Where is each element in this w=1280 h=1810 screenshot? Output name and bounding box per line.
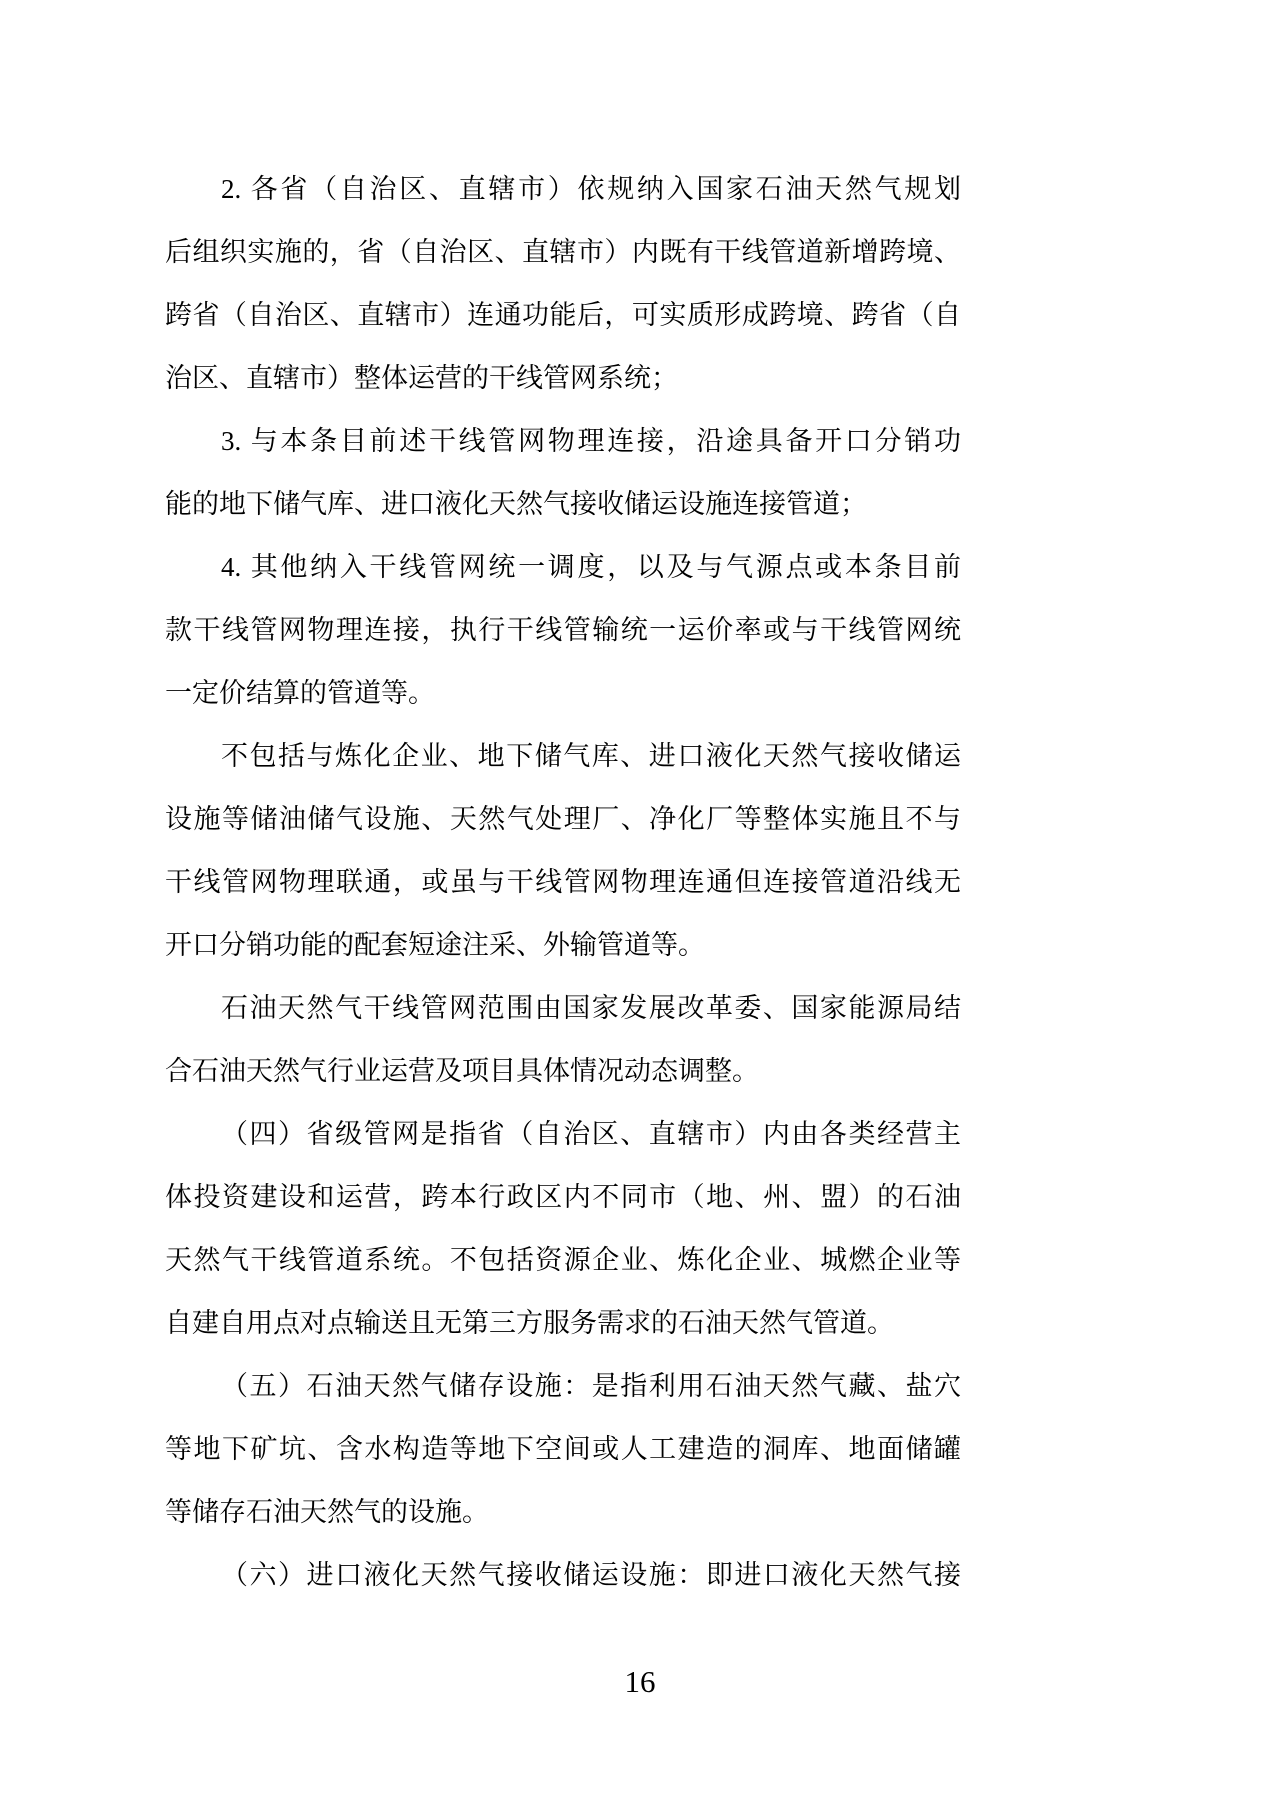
text-line: （六）进口液化天然气接收储运设施：即进口液化天然气接 [221,1560,961,1590]
text-line: 体投资建设和运营，跨本行政区内不同市（地、州、盟）的石油 [165,1182,961,1212]
text-line: 开口分销功能的配套短途注采、外输管道等。 [165,930,705,960]
text-line: 4. 其他纳入干线管网统一调度，以及与气源点或本条目前 [221,552,961,582]
text-line: 治区、直辖市）整体运营的干线管网系统； [165,363,678,393]
text-line: 石油天然气干线管网范围由国家发展改革委、国家能源局结 [221,993,961,1023]
text-line: 天然气干线管道系统。不包括资源企业、炼化企业、城燃企业等 [165,1245,961,1275]
document-text-block [165,158,961,1607]
text-line: 跨省（自治区、直辖市）连通功能后，可实质形成跨境、跨省（自 [165,300,961,330]
paragraph [165,1544,961,1607]
text-line: （四）省级管网是指省（自治区、直辖市）内由各类经营主 [221,1119,961,1149]
text-line: 不包括与炼化企业、地下储气库、进口液化天然气接收储运 [221,741,961,771]
text-line: 一定价结算的管道等。 [165,678,435,708]
text-line: 款干线管网物理连接，执行干线管输统一运价率或与干线管网统 [165,615,961,645]
page-number: 16 [624,1664,656,1699]
paragraph [165,1355,961,1544]
text-line: 能的地下储气库、进口液化天然气接收储运设施连接管道； [165,489,867,519]
paragraph [165,1103,961,1355]
paragraph [165,977,961,1103]
paragraph [165,410,961,536]
text-line: 合石油天然气行业运营及项目具体情况动态调整。 [165,1056,759,1086]
text-line: 2. 各省（自治区、直辖市）依规纳入国家石油天然气规划 [221,174,961,204]
text-line: 3. 与本条目前述干线管网物理连接，沿途具备开口分销功 [221,426,961,456]
paragraph [165,725,961,977]
text-line: 等地下矿坑、含水构造等地下空间或人工建造的洞库、地面储罐 [165,1434,961,1464]
paragraph [165,158,961,410]
text-line: 等储存石油天然气的设施。 [165,1497,489,1527]
text-line: 设施等储油储气设施、天然气处理厂、净化厂等整体实施且不与 [165,804,961,834]
paragraph [165,536,961,725]
text-line: （五）石油天然气储存设施：是指利用石油天然气藏、盐穴 [221,1371,961,1401]
text-line: 自建自用点对点输送且无第三方服务需求的石油天然气管道。 [165,1308,894,1338]
text-line: 后组织实施的，省（自治区、直辖市）内既有干线管道新增跨境、 [165,237,961,267]
text-line: 干线管网物理联通，或虽与干线管网物理连通但连接管道沿线无 [165,867,961,897]
